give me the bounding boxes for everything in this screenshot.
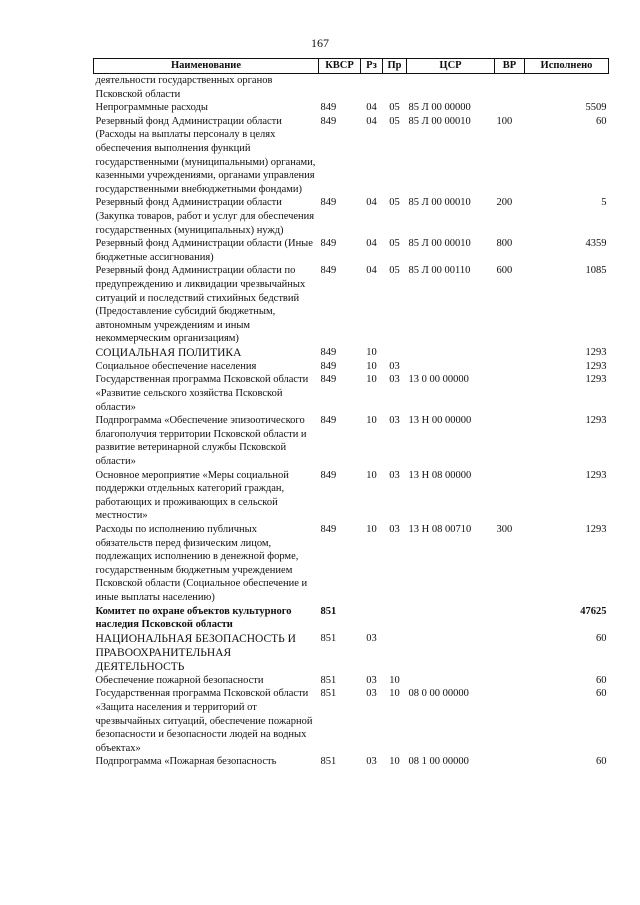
cell-name: Резервный фонд Администрации области (Расходы на выплаты персоналу в целях обеспечения выполнения функций государственными (муниципальными) органами, казенными учреждениями, органами управления государственными внебюджетными фондами)	[95, 115, 316, 195]
cell-amount: 1293	[585, 374, 607, 386]
cell-vr	[495, 101, 525, 115]
cell-vr	[495, 469, 525, 523]
cell-kvsr: 849	[320, 469, 337, 481]
cell-csr: 13 0 00 00000	[408, 374, 469, 386]
cell-rz: 03	[366, 688, 377, 700]
cell-vr	[495, 346, 525, 360]
column-header-rz: Рз	[361, 59, 383, 74]
cell-pr: 10	[389, 756, 400, 768]
table-row	[94, 755, 609, 769]
cell-pr	[383, 632, 407, 674]
cell-csr	[407, 74, 495, 102]
cell-pr: 03	[389, 374, 400, 386]
cell-amount: 1293	[585, 360, 607, 372]
column-header-vr: ВР	[495, 59, 525, 74]
cell-rz: 04	[366, 102, 377, 114]
cell-csr: 13 Н 08 00710	[408, 524, 472, 535]
cell-pr: 05	[389, 265, 400, 277]
cell-vr	[495, 755, 525, 769]
cell-csr: 08 0 00 00000	[408, 688, 469, 700]
cell-vr: 300	[496, 524, 513, 535]
cell-amount: 60	[596, 674, 607, 686]
cell-amount: 1293	[585, 346, 607, 358]
cell-pr	[383, 74, 407, 102]
table-row	[94, 115, 609, 197]
cell-rz: 04	[366, 238, 377, 250]
cell-kvsr: 851	[320, 605, 337, 617]
table-row	[94, 360, 609, 374]
cell-name: Обеспечение пожарной безопасности	[95, 674, 264, 686]
cell-kvsr: 849	[320, 346, 337, 358]
cell-rz: 03	[366, 756, 377, 768]
cell-pr	[383, 605, 407, 632]
table-row	[94, 264, 609, 346]
cell-name: деятельности государственных органов Псковской области	[95, 75, 273, 100]
cell-rz: 10	[366, 374, 377, 386]
cell-vr	[495, 687, 525, 755]
cell-rz: 04	[366, 265, 377, 277]
cell-rz: 10	[366, 415, 377, 427]
cell-pr: 05	[389, 102, 400, 114]
cell-name: НАЦИОНАЛЬНАЯ БЕЗОПАСНОСТЬ И ПРАВООХРАНИТЕЛЬНАЯ ДЕЯТЕЛЬНОСТЬ	[95, 632, 296, 673]
cell-rz: 10	[366, 360, 377, 372]
cell-vr	[495, 360, 525, 374]
table-row	[94, 523, 609, 605]
table-row	[94, 605, 609, 632]
cell-name: Социальное обеспечение населения	[95, 360, 257, 372]
cell-rz	[361, 605, 383, 632]
cell-csr: 08 1 00 00000	[408, 756, 469, 768]
cell-csr: 85 Л 00 00000	[408, 102, 471, 114]
page-number: 167	[311, 36, 329, 50]
cell-name: Основное мероприятие «Меры социальной поддержки отдельных категорий граждан, работающих и проживающих в сельской местности»	[95, 469, 289, 522]
cell-vr	[495, 605, 525, 632]
cell-amount: 60	[596, 632, 607, 644]
column-header-name: Наименование	[94, 59, 319, 74]
cell-vr: 200	[496, 197, 513, 209]
cell-name: Резервный фонд Администрации области (Закупка товаров, работ и услуг для обеспечения государственных (муниципальных) нужд)	[95, 197, 315, 236]
cell-pr: 03	[389, 415, 400, 427]
cell-csr: 85 Л 00 00010	[408, 238, 471, 250]
table-row	[94, 687, 609, 755]
column-header-csr: ЦСР	[407, 59, 495, 74]
column-header-amount: Исполнено	[525, 59, 609, 74]
cell-rz: 03	[366, 674, 377, 686]
cell-name: СОЦИАЛЬНАЯ ПОЛИТИКА	[95, 346, 242, 359]
cell-kvsr: 851	[320, 688, 337, 700]
table-row	[94, 674, 609, 688]
cell-rz: 10	[366, 524, 377, 535]
cell-vr: 100	[496, 115, 513, 127]
cell-amount: 60	[596, 115, 607, 127]
cell-name: Расходы по исполнению публичных обязательств перед физическим лицом, подлежащих исполнению в денежной форме, государственным бюджетным учреждением Псковской области (Социальное обеспечение и иные выплаты населению)	[95, 524, 308, 603]
table-row	[94, 196, 609, 237]
cell-csr: 13 Н 08 00000	[408, 469, 472, 481]
cell-pr: 05	[389, 115, 400, 127]
cell-amount: 1293	[585, 524, 607, 535]
table-row	[94, 74, 609, 102]
table-row	[94, 632, 609, 674]
table-row	[94, 414, 609, 468]
cell-name: Подпрограмма «Обеспечение эпизоотического благополучия территории Псковской области и развитие ветеринарной службы Псковской области»	[95, 415, 307, 468]
cell-amount	[525, 74, 609, 102]
cell-rz	[361, 74, 383, 102]
cell-csr: 85 Л 00 00010	[408, 197, 471, 209]
cell-pr: 03	[389, 469, 400, 481]
cell-csr: 85 Л 00 00010	[408, 115, 471, 127]
cell-name: Государственная программа Псковской области «Развитие сельского хозяйства Псковской области»	[95, 374, 309, 413]
cell-kvsr: 851	[320, 632, 337, 644]
cell-kvsr: 849	[320, 115, 337, 127]
cell-kvsr: 849	[320, 197, 337, 209]
cell-amount: 1293	[585, 469, 607, 481]
table-row	[94, 373, 609, 414]
cell-amount: 1085	[585, 265, 607, 277]
cell-kvsr: 849	[320, 102, 337, 114]
cell-kvsr	[319, 74, 361, 102]
table-body	[94, 74, 609, 769]
cell-pr: 05	[389, 238, 400, 250]
cell-kvsr: 849	[320, 238, 337, 250]
cell-pr: 10	[389, 688, 400, 700]
cell-pr: 03	[389, 360, 400, 372]
budget-execution-table	[93, 58, 609, 769]
cell-name: Непрограммные расходы	[95, 102, 208, 114]
cell-kvsr: 851	[320, 674, 337, 686]
cell-kvsr: 849	[320, 415, 337, 427]
cell-vr	[495, 74, 525, 102]
cell-csr	[407, 346, 495, 360]
cell-amount: 5	[601, 197, 607, 209]
cell-kvsr: 849	[320, 374, 337, 386]
table-row	[94, 237, 609, 264]
cell-rz: 04	[366, 197, 377, 209]
cell-vr	[495, 632, 525, 674]
cell-amount: 60	[596, 756, 607, 768]
cell-csr: 85 Л 00 00110	[408, 265, 471, 277]
cell-name: Комитет по охране объектов культурного наследия Псковской области	[95, 605, 292, 631]
cell-vr	[495, 373, 525, 414]
cell-csr	[407, 632, 495, 674]
table-header-row	[94, 59, 609, 74]
cell-amount: 1293	[585, 415, 607, 427]
cell-rz: 10	[366, 346, 377, 358]
cell-kvsr: 849	[320, 360, 337, 372]
table-row	[94, 469, 609, 523]
cell-vr	[495, 414, 525, 468]
cell-pr	[383, 346, 407, 360]
column-header-kvsr: КВСР	[319, 59, 361, 74]
cell-kvsr: 851	[320, 756, 337, 768]
table-row	[94, 101, 609, 115]
cell-csr: 13 Н 00 00000	[408, 415, 472, 427]
cell-csr	[407, 360, 495, 374]
cell-kvsr: 849	[320, 524, 337, 535]
cell-kvsr: 849	[320, 265, 337, 277]
cell-rz: 10	[366, 469, 377, 481]
cell-rz: 04	[366, 115, 377, 127]
cell-rz: 03	[366, 632, 377, 644]
cell-name: Резервный фонд Администрации области по предупреждению и ликвидации чрезвычайных ситуаций и последствий стихийных бедствий (Предоставление субсидий бюджетным, автономным учреждениям и иным некоммерческим организациям)	[95, 265, 306, 345]
cell-amount: 4359	[585, 238, 607, 250]
cell-name: Подпрограмма «Пожарная безопасность	[95, 756, 277, 768]
cell-amount: 47625	[580, 605, 607, 617]
cell-amount: 60	[596, 688, 607, 700]
cell-vr: 800	[496, 238, 513, 250]
cell-vr	[495, 674, 525, 688]
cell-csr	[407, 605, 495, 632]
cell-vr: 600	[496, 265, 513, 277]
cell-amount: 5509	[585, 102, 607, 114]
cell-pr: 05	[389, 197, 400, 209]
cell-name: Резервный фонд Администрации области (Иные бюджетные ассигнования)	[95, 238, 313, 263]
cell-name: Государственная программа Псковской области «Защита населения и территорий от чрезвычайных ситуаций, обеспечение пожарной безопасности и безопасности людей на водных объектах»	[95, 688, 313, 754]
table-row	[94, 346, 609, 360]
column-header-pr: Пр	[383, 59, 407, 74]
cell-pr: 03	[389, 524, 400, 535]
cell-csr	[407, 674, 495, 688]
cell-pr: 10	[389, 674, 400, 686]
